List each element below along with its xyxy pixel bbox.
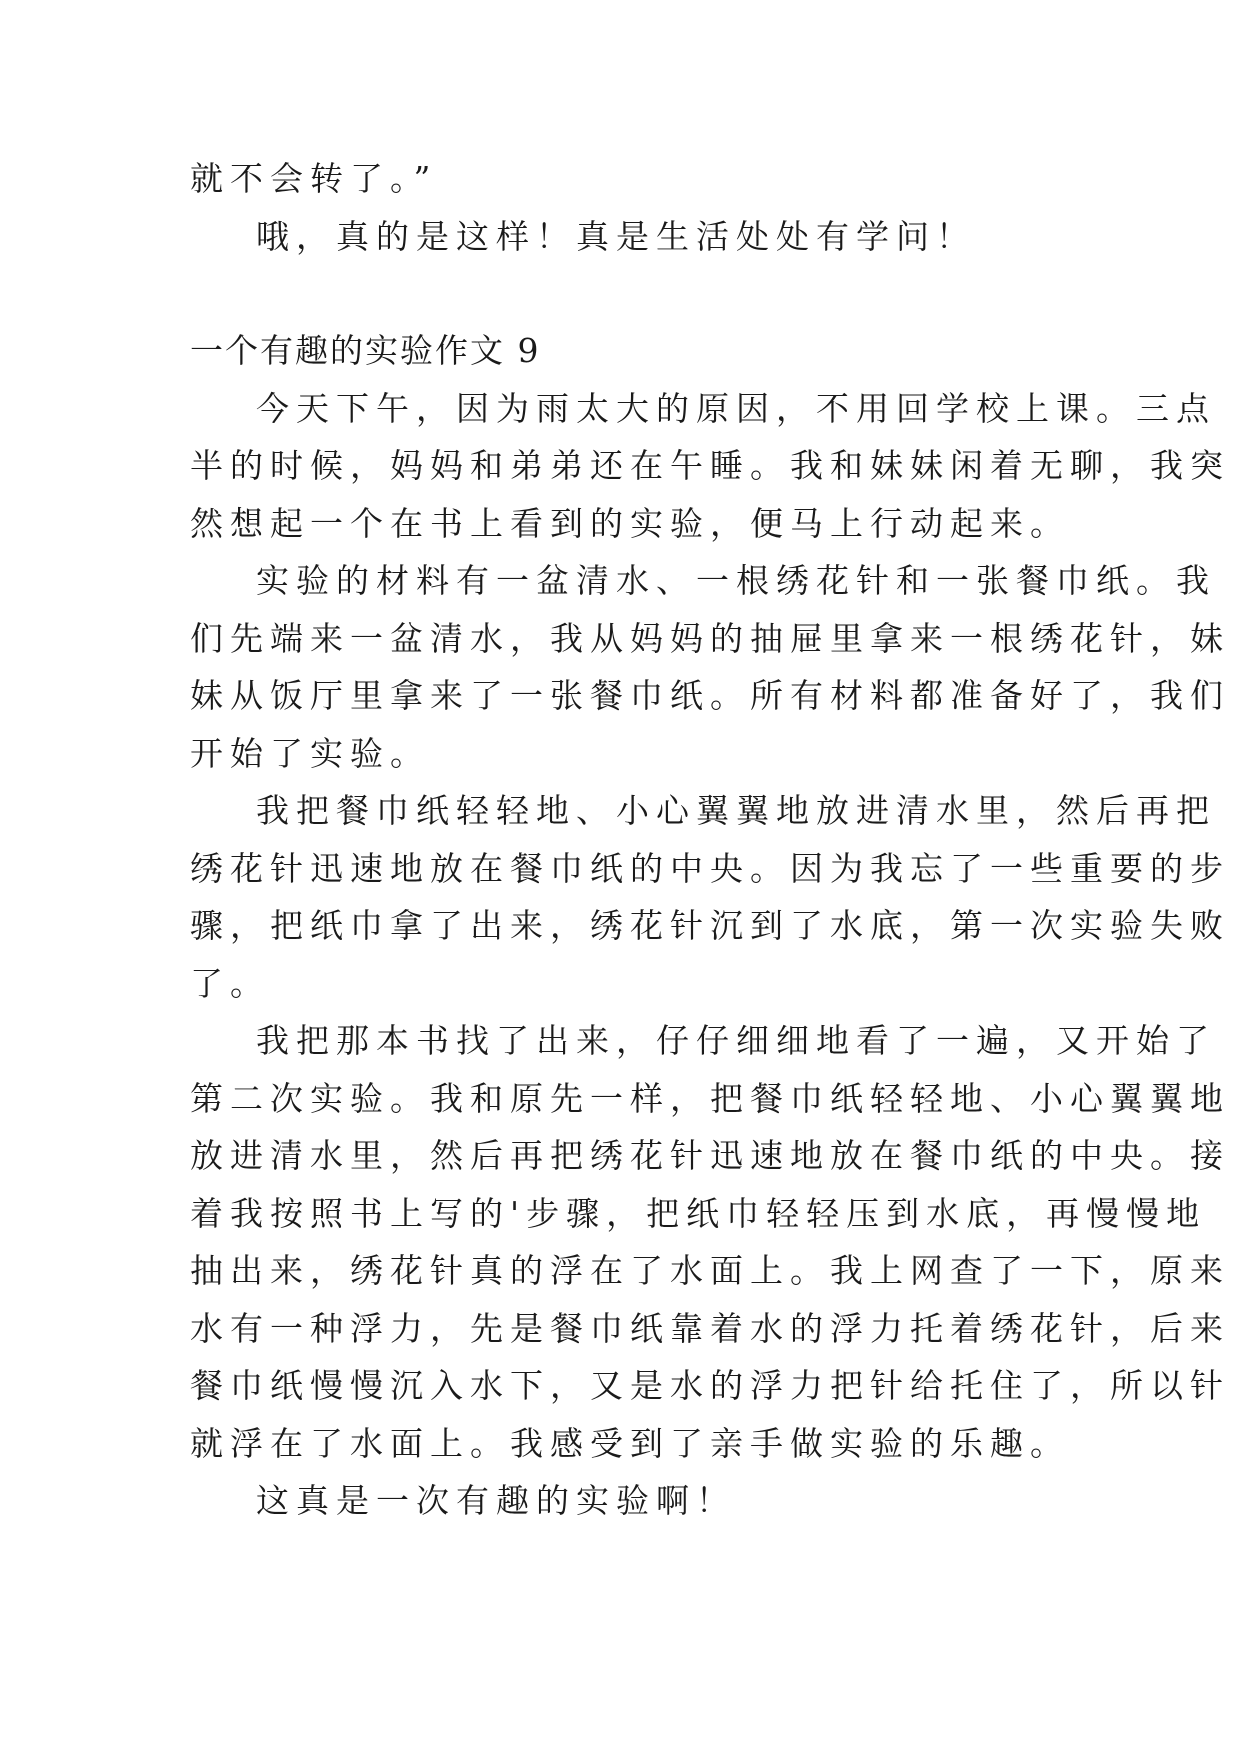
text-line: 哦，真的是这样！真是生活处处有学问！ <box>256 216 976 256</box>
text-line: 了。 <box>190 963 270 1003</box>
text-line: 妹从饭厅里拿来了一张餐巾纸。所有材料都准备好了，我们 <box>190 676 1230 715</box>
document-page <box>190 150 1230 1530</box>
text-line: 着我按照书上写的'步骤，把纸巾轻轻压到水底，再慢慢地 <box>190 1193 1207 1233</box>
text-line: 这真是一次有趣的实验啊！ <box>256 1481 736 1520</box>
text-line: 实验的材料有一盆清水、一根绣花针和一张餐巾纸。我 <box>256 561 1216 600</box>
section-gap <box>190 265 1055 322</box>
essay-title: 一个有趣的实验作文 9 <box>190 331 541 370</box>
paragraph-1 <box>190 380 1230 553</box>
text-line: 我把那本书找了出来，仔仔细细地看了一遍，又开始了 <box>256 1021 1216 1060</box>
text-line: 餐巾纸慢慢沉入水下，又是水的浮力把针给托住了，所以针 <box>190 1366 1230 1405</box>
paragraph-2 <box>190 552 1230 782</box>
text-line: 绣花针迅速地放在餐巾纸的中央。因为我忘了一些重要的步 <box>190 848 1230 888</box>
text-line: 骤，把纸巾拿了出来，绣花针沉到了水底，第一次实验失败 <box>190 906 1230 945</box>
paragraph-4 <box>190 1012 1230 1472</box>
text-line: 们先端来一盆清水，我从妈妈的抽屉里拿来一根绣花针，妹 <box>190 618 1230 658</box>
text-line: 第二次实验。我和原先一样，把餐巾纸轻轻地、小心翼翼地 <box>190 1078 1230 1118</box>
text-line: 就浮在了水面上。我感受到了亲手做实验的乐趣。 <box>190 1423 1070 1463</box>
text-line: 今天下午，因为雨太大的原因，不用回学校上课。三点 <box>256 388 1216 428</box>
text-line: 半的时候，妈妈和弟弟还在午睡。我和妹妹闲着无聊，我突 <box>190 446 1230 485</box>
paragraph-3 <box>190 782 1230 1012</box>
text-line: 水有一种浮力，先是餐巾纸靠着水的浮力托着绣花针，后来 <box>190 1308 1230 1348</box>
text-line: 抽出来，绣花针真的浮在了水面上。我上网查了一下，原来 <box>190 1251 1230 1290</box>
text-line: 开始了实验。 <box>190 733 430 773</box>
text-line: 然想起一个在书上看到的实验，便马上行动起来。 <box>190 503 1070 543</box>
text-line: 放进清水里，然后再把绣花针迅速地放在餐巾纸的中央。接 <box>190 1136 1230 1175</box>
text-line: 就不会转了。” <box>190 159 438 198</box>
text-line: 我把餐巾纸轻轻地、小心翼翼地放进清水里，然后再把 <box>256 791 1216 830</box>
paragraph-5 <box>190 1472 1055 1530</box>
